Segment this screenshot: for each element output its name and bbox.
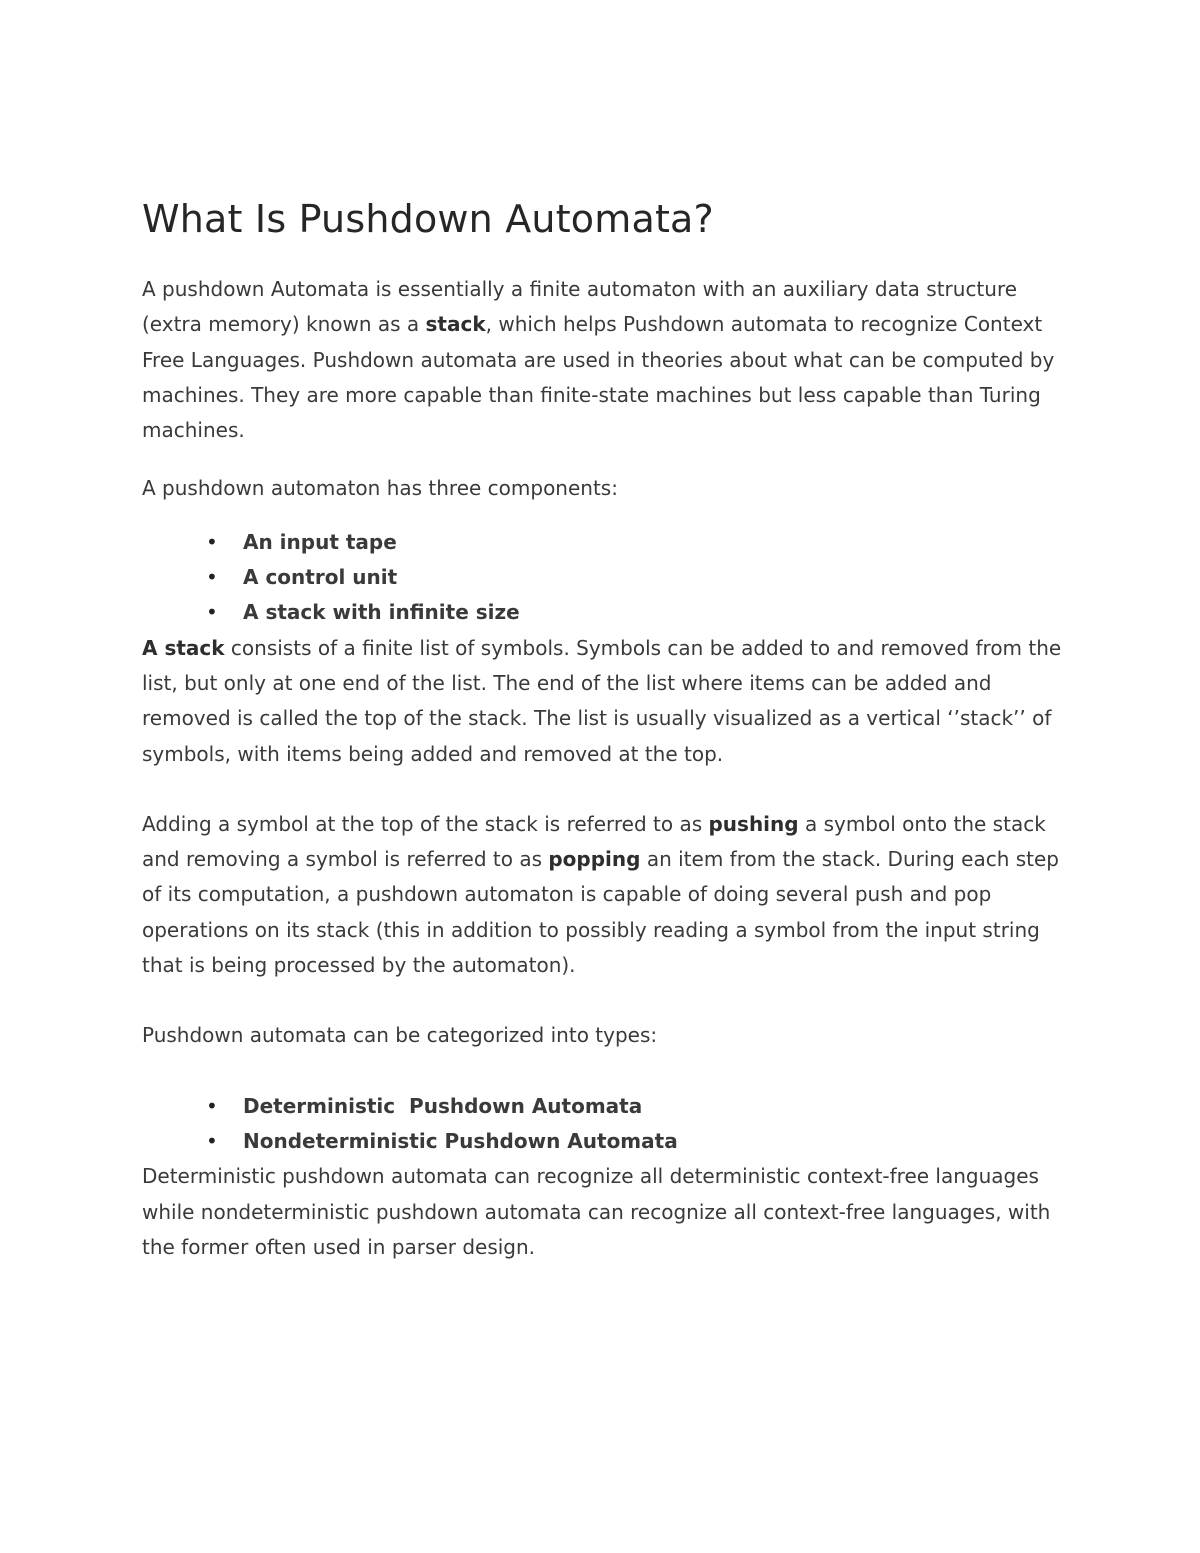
pushing-term: pushing bbox=[708, 811, 799, 836]
types-list bbox=[142, 1089, 1062, 1160]
types-intro: Pushdown automata can be categorized into types: bbox=[142, 1023, 658, 1048]
closing-paragraph: Deterministic pushdown automata can recognize all deterministic context-free languages while nondeterministic pushdown automata can recognize all context-free languages, with the former often used in parser design. bbox=[142, 1164, 1051, 1259]
bullet-icon: • bbox=[206, 600, 218, 625]
list-item: • A control unit bbox=[142, 560, 1062, 595]
stack-paragraph: A stack consists of a finite list of symbols. Symbols can be added to and removed from the list, but only at one end of the list. The end of the list where items can be added and removed is called the top of the stack. The list is usually visualized as a vertical ‘’stack’’ of symbols, with items being added and removed at the top. bbox=[142, 635, 1062, 766]
components-intro: A pushdown automaton has three components: bbox=[142, 476, 618, 501]
bullet-icon: • bbox=[206, 529, 218, 554]
intro-paragraph: A pushdown Automata is essentially a finite automaton with an auxiliary data structure (extra memory) known as a stack, which helps Pushdown automata to recognize Context Free Languages. Pushdown automata are used in theories about what can be computed by machines. They are more capable than finite-state machines but less capable than Turing machines. bbox=[142, 277, 1055, 443]
bullet-icon: • bbox=[206, 1093, 218, 1118]
list-item: • An input tape bbox=[142, 525, 1062, 560]
popping-term: popping bbox=[548, 847, 641, 872]
bullet-icon: • bbox=[206, 565, 218, 590]
page-title: What Is Pushdown Automata? bbox=[142, 197, 714, 241]
push-pop-paragraph: Adding a symbol at the top of the stack is referred to as pushing a symbol onto the stack and removing a symbol is referred to as popping an item from the stack. During each step of its computation, a pushdown automaton is capable of doing several push and pop operations on its stack (this in addition to possibly reading a symbol from the input string that is being processed by the automaton). bbox=[142, 811, 1059, 978]
components-list bbox=[142, 525, 1062, 631]
bullet-icon: • bbox=[206, 1128, 218, 1153]
list-item: • A stack with infinite size bbox=[142, 595, 1062, 630]
stack-term-bold: A stack bbox=[142, 635, 225, 660]
list-item: • Nondeterministic Pushdown Automata bbox=[142, 1124, 1062, 1159]
document-page bbox=[142, 196, 1062, 1265]
list-item: • Deterministic Pushdown Automata bbox=[142, 1089, 1062, 1124]
stack-term: stack bbox=[425, 312, 486, 337]
